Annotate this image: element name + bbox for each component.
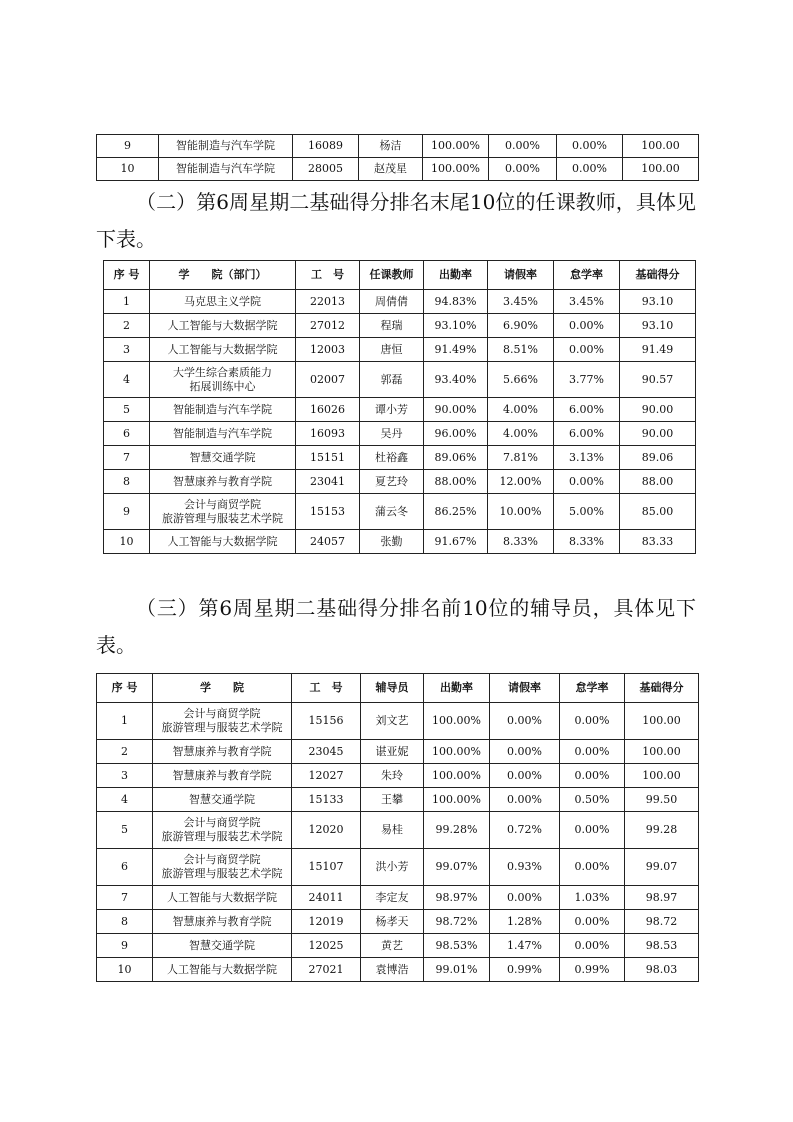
- id-cell: 15151: [296, 446, 360, 470]
- attendance-cell: 99.07%: [424, 849, 490, 886]
- seq-cell: 3: [97, 764, 153, 788]
- college-cell: 会计与商贸学院 旅游管理与服装艺术学院: [150, 494, 296, 530]
- absence-cell: 0.00%: [560, 934, 625, 958]
- name-cell: 赵茂星: [359, 158, 423, 181]
- seq-cell: 7: [104, 446, 150, 470]
- seq-cell: 2: [97, 740, 153, 764]
- college-cell: 智能制造与汽车学院: [150, 422, 296, 446]
- score-cell: 88.00: [620, 470, 696, 494]
- id-cell: 27021: [292, 958, 361, 982]
- attendance-cell: 100.00%: [423, 158, 489, 181]
- seq-cell: 7: [97, 886, 153, 910]
- seq-cell: 8: [104, 470, 150, 494]
- absence-cell: 0.00%: [554, 470, 620, 494]
- top-table: [96, 134, 699, 181]
- seq-cell: 1: [104, 290, 150, 314]
- score-cell: 99.50: [625, 788, 699, 812]
- leave-cell: 8.51%: [488, 338, 554, 362]
- id-cell: 12027: [292, 764, 361, 788]
- score-cell: 99.07: [625, 849, 699, 886]
- header-leave: 请假率: [488, 261, 554, 290]
- name-cell: 周倩倩: [360, 290, 424, 314]
- leave-cell: 0.00%: [489, 135, 557, 158]
- score-cell: 85.00: [620, 494, 696, 530]
- table-row: [97, 812, 699, 849]
- id-cell: 12025: [292, 934, 361, 958]
- college-cell: 会计与商贸学院 旅游管理与服装艺术学院: [153, 703, 292, 740]
- attendance-cell: 91.49%: [424, 338, 488, 362]
- leave-cell: 0.00%: [490, 886, 560, 910]
- name-cell: 袁博浩: [361, 958, 424, 982]
- header-attendance: 出勤率: [424, 674, 490, 703]
- name-cell: 王攀: [361, 788, 424, 812]
- attendance-cell: 100.00%: [424, 764, 490, 788]
- absence-cell: 0.00%: [554, 338, 620, 362]
- table-row: [97, 158, 699, 181]
- score-cell: 90.00: [620, 398, 696, 422]
- absence-cell: 0.00%: [560, 849, 625, 886]
- header-college: 学 院: [153, 674, 292, 703]
- leave-cell: 12.00%: [488, 470, 554, 494]
- score-cell: 99.28: [625, 812, 699, 849]
- attendance-cell: 100.00%: [424, 788, 490, 812]
- seq-cell: 8: [97, 910, 153, 934]
- name-cell: 谌亚妮: [361, 740, 424, 764]
- section3-heading: （三）第6周星期二基础得分排名前10位的辅导员，具体见下表。: [96, 596, 696, 657]
- absence-cell: 0.99%: [560, 958, 625, 982]
- college-cell: 会计与商贸学院 旅游管理与服装艺术学院: [153, 849, 292, 886]
- id-cell: 16093: [296, 422, 360, 446]
- score-cell: 98.03: [625, 958, 699, 982]
- seq-cell: 6: [97, 849, 153, 886]
- name-cell: 洪小芳: [361, 849, 424, 886]
- college-cell: 会计与商贸学院 旅游管理与服装艺术学院: [153, 812, 292, 849]
- id-cell: 27012: [296, 314, 360, 338]
- absence-cell: 0.00%: [560, 740, 625, 764]
- header-college: 学 院（部门）: [150, 261, 296, 290]
- id-cell: 24057: [296, 530, 360, 554]
- score-cell: 90.57: [620, 362, 696, 398]
- table-row: [104, 494, 696, 530]
- header-seq: 序 号: [104, 261, 150, 290]
- seq-cell: 10: [97, 958, 153, 982]
- seq-cell: 4: [97, 788, 153, 812]
- absence-cell: 0.50%: [560, 788, 625, 812]
- absence-cell: 8.33%: [554, 530, 620, 554]
- attendance-cell: 91.67%: [424, 530, 488, 554]
- id-cell: 15107: [292, 849, 361, 886]
- name-cell: 李定友: [361, 886, 424, 910]
- name-cell: 谭小芳: [360, 398, 424, 422]
- table-row: [104, 398, 696, 422]
- seq-cell: 6: [104, 422, 150, 446]
- teacher-table: [103, 260, 696, 554]
- attendance-cell: 98.97%: [424, 886, 490, 910]
- score-cell: 93.10: [620, 290, 696, 314]
- score-cell: 98.97: [625, 886, 699, 910]
- id-cell: 16026: [296, 398, 360, 422]
- header-id: 工 号: [296, 261, 360, 290]
- name-cell: 刘文艺: [361, 703, 424, 740]
- name-cell: 杨洁: [359, 135, 423, 158]
- absence-cell: 6.00%: [554, 398, 620, 422]
- id-cell: 12020: [292, 812, 361, 849]
- absence-cell: 0.00%: [560, 764, 625, 788]
- name-cell: 郭磊: [360, 362, 424, 398]
- score-cell: 89.06: [620, 446, 696, 470]
- attendance-cell: 93.10%: [424, 314, 488, 338]
- id-cell: 23041: [296, 470, 360, 494]
- college-cell: 智慧交通学院: [153, 934, 292, 958]
- college-cell: 智慧康养与教育学院: [153, 764, 292, 788]
- table-row: [104, 422, 696, 446]
- absence-cell: 3.77%: [554, 362, 620, 398]
- leave-cell: 0.00%: [490, 764, 560, 788]
- leave-cell: 0.00%: [490, 740, 560, 764]
- score-cell: 98.72: [625, 910, 699, 934]
- absence-cell: 0.00%: [557, 135, 623, 158]
- score-cell: 91.49: [620, 338, 696, 362]
- table-row: [97, 934, 699, 958]
- college-cell: 大学生综合素质能力 拓展训练中心: [150, 362, 296, 398]
- college-cell: 人工智能与大数据学院: [150, 314, 296, 338]
- leave-cell: 0.93%: [490, 849, 560, 886]
- attendance-cell: 86.25%: [424, 494, 488, 530]
- score-cell: 90.00: [620, 422, 696, 446]
- table-row: [104, 446, 696, 470]
- leave-cell: 8.33%: [488, 530, 554, 554]
- absence-cell: 3.13%: [554, 446, 620, 470]
- score-cell: 100.00: [623, 158, 699, 181]
- header-score: 基础得分: [625, 674, 699, 703]
- id-cell: 28005: [293, 158, 359, 181]
- id-cell: 15153: [296, 494, 360, 530]
- absence-cell: 5.00%: [554, 494, 620, 530]
- absence-cell: 1.03%: [560, 886, 625, 910]
- score-cell: 100.00: [625, 703, 699, 740]
- attendance-cell: 100.00%: [424, 740, 490, 764]
- header-absence: 怠学率: [554, 261, 620, 290]
- score-cell: 100.00: [625, 740, 699, 764]
- attendance-cell: 100.00%: [424, 703, 490, 740]
- leave-cell: 1.47%: [490, 934, 560, 958]
- absence-cell: 0.00%: [557, 158, 623, 181]
- college-cell: 马克思主义学院: [150, 290, 296, 314]
- leave-cell: 3.45%: [488, 290, 554, 314]
- seq-cell: 3: [104, 338, 150, 362]
- name-cell: 程瑞: [360, 314, 424, 338]
- table-row: [104, 362, 696, 398]
- seq-cell: 9: [104, 494, 150, 530]
- attendance-cell: 89.06%: [424, 446, 488, 470]
- id-cell: 24011: [292, 886, 361, 910]
- name-cell: 易桂: [361, 812, 424, 849]
- leave-cell: 10.00%: [488, 494, 554, 530]
- college-cell: 智慧康养与教育学院: [153, 740, 292, 764]
- score-cell: 100.00: [623, 135, 699, 158]
- id-cell: 02007: [296, 362, 360, 398]
- score-cell: 100.00: [625, 764, 699, 788]
- absence-cell: 0.00%: [560, 703, 625, 740]
- college-cell: 人工智能与大数据学院: [150, 530, 296, 554]
- name-cell: 杨孝天: [361, 910, 424, 934]
- id-cell: 15133: [292, 788, 361, 812]
- absence-cell: 6.00%: [554, 422, 620, 446]
- attendance-cell: 99.28%: [424, 812, 490, 849]
- seq-cell: 5: [97, 812, 153, 849]
- name-cell: 杜裕鑫: [360, 446, 424, 470]
- header-name: 辅导员: [361, 674, 424, 703]
- leave-cell: 5.66%: [488, 362, 554, 398]
- seq-cell: 9: [97, 135, 159, 158]
- table-row: [104, 314, 696, 338]
- attendance-cell: 96.00%: [424, 422, 488, 446]
- id-cell: 16089: [293, 135, 359, 158]
- id-cell: 12003: [296, 338, 360, 362]
- table-row: [97, 135, 699, 158]
- seq-cell: 10: [104, 530, 150, 554]
- score-cell: 98.53: [625, 934, 699, 958]
- table-row: [104, 470, 696, 494]
- name-cell: 朱玲: [361, 764, 424, 788]
- header-id: 工 号: [292, 674, 361, 703]
- table-row: [97, 958, 699, 982]
- leave-cell: 0.72%: [490, 812, 560, 849]
- table-row: [104, 530, 696, 554]
- attendance-cell: 98.53%: [424, 934, 490, 958]
- header-score: 基础得分: [620, 261, 696, 290]
- leave-cell: 6.90%: [488, 314, 554, 338]
- absence-cell: 0.00%: [560, 812, 625, 849]
- id-cell: 22013: [296, 290, 360, 314]
- table-row: [104, 338, 696, 362]
- header-seq: 序 号: [97, 674, 153, 703]
- name-cell: 张勤: [360, 530, 424, 554]
- header-name: 任课教师: [360, 261, 424, 290]
- college-cell: 智能制造与汽车学院: [150, 398, 296, 422]
- attendance-cell: 94.83%: [424, 290, 488, 314]
- name-cell: 黄艺: [361, 934, 424, 958]
- leave-cell: 0.99%: [490, 958, 560, 982]
- seq-cell: 1: [97, 703, 153, 740]
- absence-cell: 3.45%: [554, 290, 620, 314]
- name-cell: 夏艺玲: [360, 470, 424, 494]
- table-row: [97, 703, 699, 740]
- table-row: [97, 849, 699, 886]
- header-leave: 请假率: [490, 674, 560, 703]
- college-cell: 智能制造与汽车学院: [159, 158, 293, 181]
- seq-cell: 2: [104, 314, 150, 338]
- leave-cell: 0.00%: [490, 703, 560, 740]
- header-absence: 怠学率: [560, 674, 625, 703]
- college-cell: 人工智能与大数据学院: [150, 338, 296, 362]
- table-row: [104, 290, 696, 314]
- seq-cell: 10: [97, 158, 159, 181]
- college-cell: 人工智能与大数据学院: [153, 886, 292, 910]
- leave-cell: 1.28%: [490, 910, 560, 934]
- seq-cell: 9: [97, 934, 153, 958]
- leave-cell: 0.00%: [490, 788, 560, 812]
- attendance-cell: 99.01%: [424, 958, 490, 982]
- attendance-cell: 90.00%: [424, 398, 488, 422]
- absence-cell: 0.00%: [560, 910, 625, 934]
- table-row: [97, 740, 699, 764]
- name-cell: 蒲云冬: [360, 494, 424, 530]
- absence-cell: 0.00%: [554, 314, 620, 338]
- attendance-cell: 100.00%: [423, 135, 489, 158]
- table-row: [97, 764, 699, 788]
- table-row: [97, 910, 699, 934]
- table-row: [97, 788, 699, 812]
- score-cell: 83.33: [620, 530, 696, 554]
- id-cell: 23045: [292, 740, 361, 764]
- attendance-cell: 93.40%: [424, 362, 488, 398]
- college-cell: 智能制造与汽车学院: [159, 135, 293, 158]
- college-cell: 智慧康养与教育学院: [150, 470, 296, 494]
- id-cell: 15156: [292, 703, 361, 740]
- college-cell: 智慧康养与教育学院: [153, 910, 292, 934]
- name-cell: 吴丹: [360, 422, 424, 446]
- leave-cell: 0.00%: [489, 158, 557, 181]
- name-cell: 唐恒: [360, 338, 424, 362]
- attendance-cell: 88.00%: [424, 470, 488, 494]
- score-cell: 93.10: [620, 314, 696, 338]
- college-cell: 智慧交通学院: [153, 788, 292, 812]
- id-cell: 12019: [292, 910, 361, 934]
- counselor-table: [96, 673, 699, 982]
- header-attendance: 出勤率: [424, 261, 488, 290]
- seq-cell: 4: [104, 362, 150, 398]
- leave-cell: 4.00%: [488, 398, 554, 422]
- college-cell: 人工智能与大数据学院: [153, 958, 292, 982]
- leave-cell: 7.81%: [488, 446, 554, 470]
- attendance-cell: 98.72%: [424, 910, 490, 934]
- table-row: [97, 886, 699, 910]
- section2-heading: （二）第6周星期二基础得分排名末尾10位的任课教师，具体见下表。: [96, 190, 696, 251]
- college-cell: 智慧交通学院: [150, 446, 296, 470]
- leave-cell: 4.00%: [488, 422, 554, 446]
- seq-cell: 5: [104, 398, 150, 422]
